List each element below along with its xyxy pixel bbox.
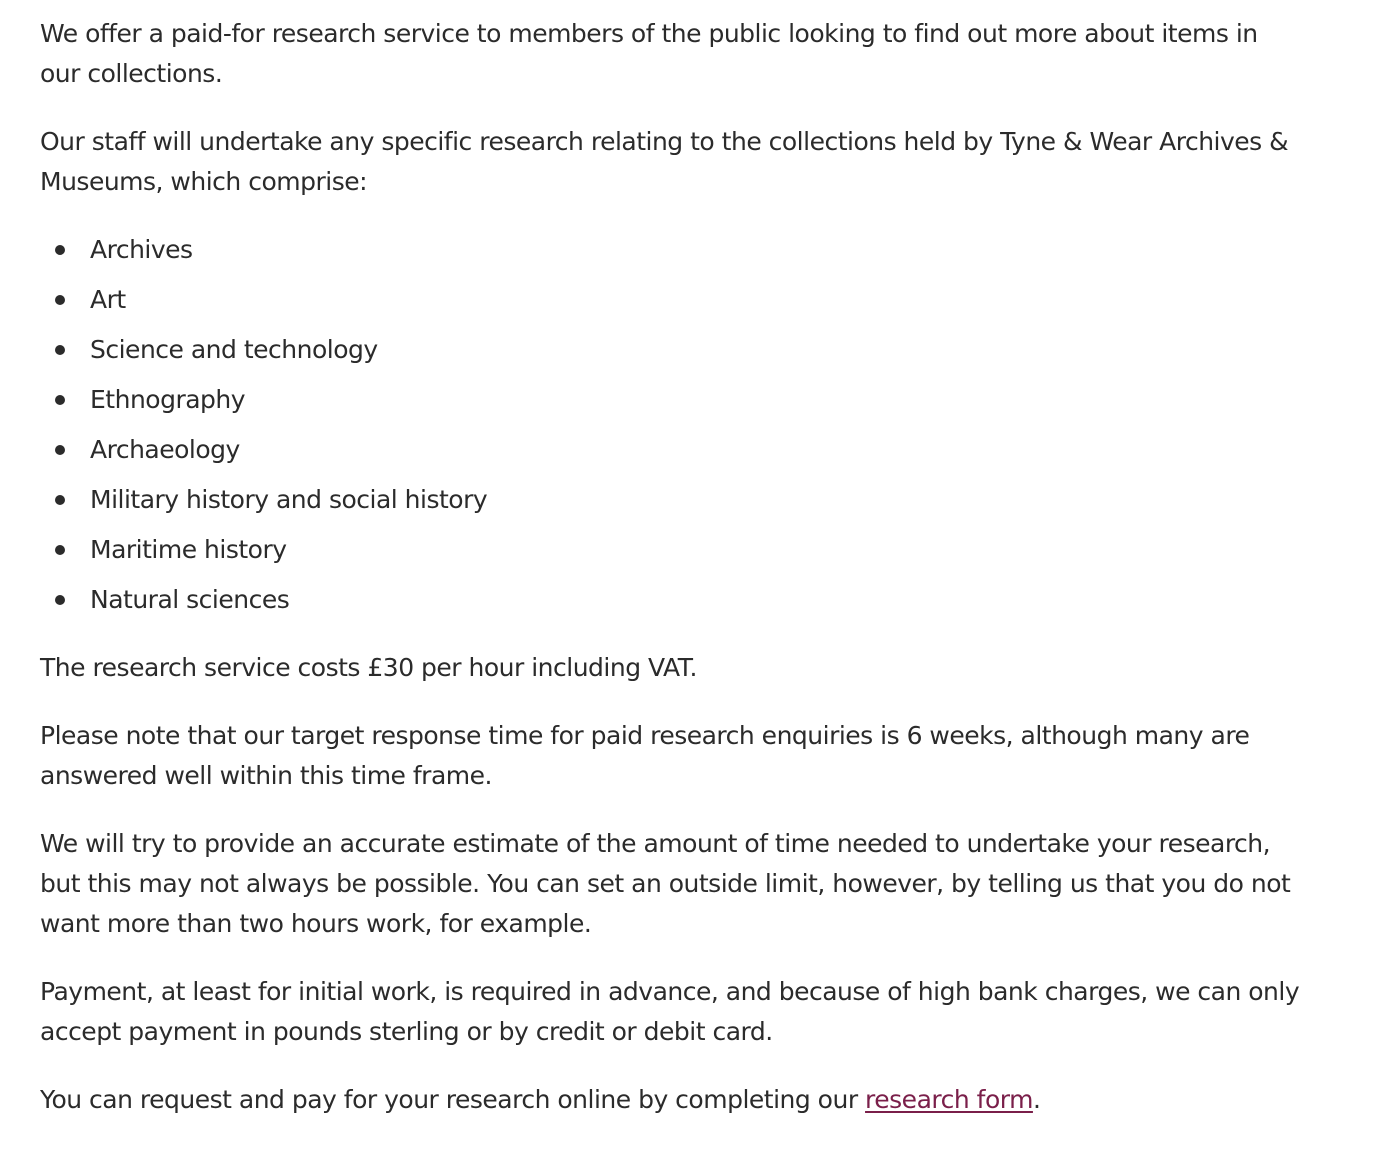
bullet-icon <box>55 545 65 555</box>
list-item-label: Archaeology <box>90 435 240 464</box>
staff-paragraph: Our staff will undertake any specific research relating to the collections held by Tyne & Wear Archives & Museums, which comprise: <box>40 127 1289 196</box>
list-item <box>40 280 1300 320</box>
estimate-paragraph: We will try to provide an accurate estimate of the amount of time needed to undertake your research, but this may not always be possible. You can set an outside limit, however, by telling us that you do not want more than two hours work, for example. <box>40 829 1291 938</box>
research-form-link[interactable]: research form <box>865 1085 1033 1114</box>
bullet-icon <box>55 595 65 605</box>
request-text: You can request and pay for your research online by completing our <box>40 1085 866 1114</box>
main-content <box>40 14 1300 1148</box>
list-item-label: Maritime history <box>90 535 287 564</box>
list-item <box>40 330 1300 370</box>
list-item <box>40 530 1300 570</box>
list-item <box>40 480 1300 520</box>
list-item-label: Military history and social history <box>90 485 488 514</box>
list-item <box>40 230 1300 270</box>
collections-list <box>40 230 1300 620</box>
list-item-label: Archives <box>90 235 193 264</box>
bullet-icon <box>55 345 65 355</box>
list-item-label: Science and technology <box>90 335 378 364</box>
request-suffix: . <box>1032 1085 1041 1114</box>
list-item <box>40 380 1300 420</box>
response-time-paragraph: Please note that our target response time for paid research enquiries is 6 weeks, although many are answered well within this time frame. <box>40 721 1250 790</box>
list-item-label: Ethnography <box>90 385 246 414</box>
bullet-icon <box>55 245 65 255</box>
list-item <box>40 430 1300 470</box>
bullet-icon <box>55 445 65 455</box>
bullet-icon <box>55 495 65 505</box>
intro-paragraph: We offer a paid-for research service to members of the public looking to find out more about items in our collections. <box>40 19 1258 88</box>
cost-paragraph: The research service costs £30 per hour including VAT. <box>40 653 697 682</box>
list-item-label: Natural sciences <box>90 585 290 614</box>
list-item <box>40 580 1300 620</box>
payment-paragraph: Payment, at least for initial work, is required in advance, and because of high bank charges, we can only accept payment in pounds sterling or by credit or debit card. <box>40 977 1300 1046</box>
list-item-label: Art <box>90 285 126 314</box>
request-paragraph <box>40 1080 1300 1120</box>
bullet-icon <box>55 295 65 305</box>
bullet-icon <box>55 395 65 405</box>
